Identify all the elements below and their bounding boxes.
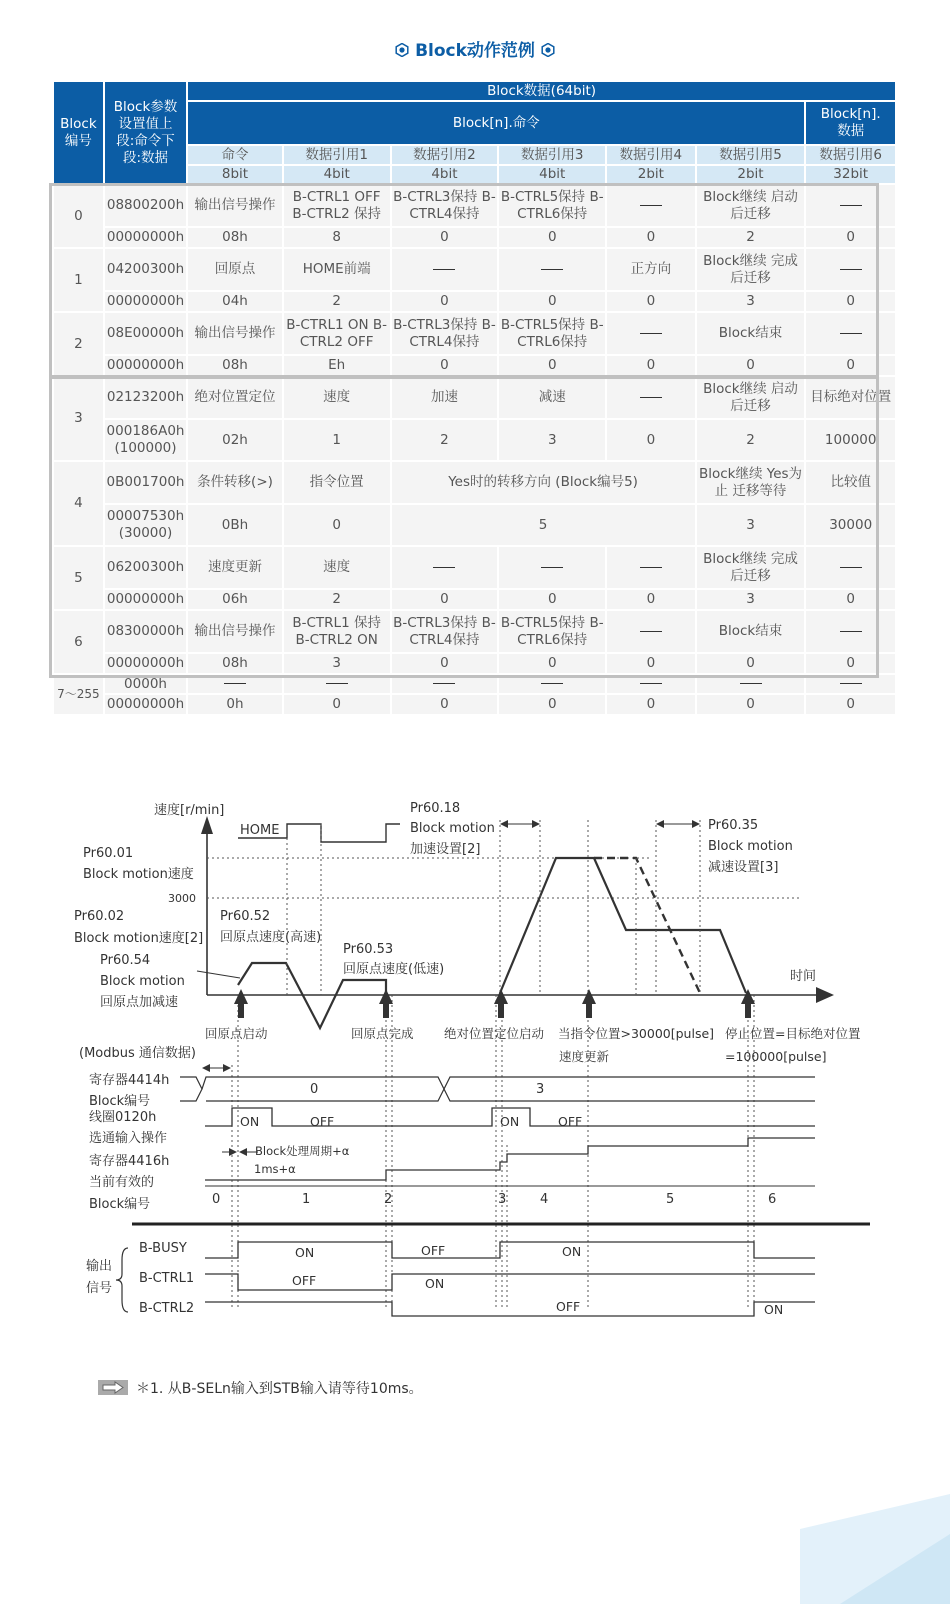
reg-value-0: 0 [310, 1082, 319, 1097]
pr6018-label: Pr60.18 [410, 801, 461, 816]
home-label: HOME [240, 823, 280, 838]
block-number: 5 [53, 546, 104, 610]
table-row [53, 419, 896, 461]
block-number: 2 [53, 312, 104, 376]
table-cell: 00000000h [104, 291, 187, 312]
table-cell: B-CTRL3保持 B-CTRL4保持 [391, 610, 499, 653]
dash-mark [541, 269, 563, 270]
table-cell-dash [805, 674, 896, 694]
table-cell: Block结束 [696, 610, 806, 653]
table-cell: 08300000h [104, 610, 187, 653]
table-cell-dash [498, 546, 606, 589]
table-cell: 00000000h [104, 589, 187, 610]
table-cell-dash [606, 184, 695, 227]
table-cell: 2 [696, 227, 806, 248]
sub-header: 数据引用4 [606, 145, 695, 165]
table-cell: 04200300h [104, 248, 187, 291]
dash-mark [640, 683, 662, 684]
event-cmdpos: 当指令位置>30000[pulse] [558, 1026, 715, 1041]
dash-mark [433, 683, 455, 684]
dash-mark [840, 631, 862, 632]
block-no-label: Block编号 [89, 1094, 151, 1109]
table-cell-dash [391, 674, 499, 694]
table-cell: 0 [696, 355, 806, 376]
table-cell: 0 [498, 694, 606, 715]
table-cell: Block继续 启动后迁移 [696, 376, 806, 419]
table-cell: 0 [606, 291, 695, 312]
table-cell: 08E00000h [104, 312, 187, 355]
block-number: 3 [53, 376, 104, 461]
table-cell: 2 [696, 419, 806, 461]
table-cell-dash [696, 674, 806, 694]
hexagon-icon [541, 43, 555, 57]
busy-on-2: ON [562, 1244, 582, 1259]
table-cell: 0 [391, 291, 499, 312]
table-cell: 正方向 [606, 248, 695, 291]
busy-off: OFF [421, 1243, 446, 1258]
table-cell: 0 [606, 227, 695, 248]
table-cell: 0 [498, 589, 606, 610]
table-cell: 速度 [283, 376, 391, 419]
table-cell: 1 [283, 419, 391, 461]
abs-speed-dashed [594, 858, 700, 993]
table-cell-dash [391, 546, 499, 589]
sub-header: 数据引用5 [696, 145, 806, 165]
v3000-label: 3000 [168, 892, 196, 905]
table-cell: 减速 [498, 376, 606, 419]
output-label: 输出 [86, 1259, 113, 1274]
table-cell: 00000000h [104, 355, 187, 376]
table-cell-dash [805, 610, 896, 653]
table-cell-dash [805, 546, 896, 589]
pr6002-label: Pr60.02 [74, 909, 125, 924]
table-cell: 绝对位置定位 [187, 376, 283, 419]
y-axis-label: 速度[r/min] [154, 803, 225, 818]
x-axis-arrow [816, 987, 834, 1003]
ctrl1-off: OFF [292, 1273, 317, 1288]
table-row [53, 653, 896, 674]
table-cell: Block继续 Yes为止 迁移等待 [696, 461, 806, 504]
pr6018-label-3: 加速设置[2] [410, 842, 481, 857]
table-cell: 3 [696, 291, 806, 312]
table-row [53, 184, 896, 227]
table-cell: 0 [391, 694, 499, 715]
table-cell: 08h [187, 653, 283, 674]
table-cell: B-CTRL1 保持 B-CTRL2 ON [283, 610, 391, 653]
dash-mark [433, 269, 455, 270]
table-cell: B-CTRL1 ON B-CTRL2 OFF [283, 312, 391, 355]
block-seq-1: 1 [302, 1192, 311, 1207]
table-row [53, 355, 896, 376]
table-cell: 8 [283, 227, 391, 248]
table-cell: B-CTRL1 OFF B-CTRL2 保持 [283, 184, 391, 227]
block-seq-2: 2 [384, 1192, 393, 1207]
dash-mark [541, 683, 563, 684]
coil-on-2: ON [500, 1114, 520, 1129]
table-cell: 0 [805, 694, 896, 715]
dash-mark [640, 397, 662, 398]
reg4414-label: 寄存器4414h [89, 1073, 170, 1088]
event-arrow-abs-start [494, 989, 508, 1018]
block-seq-5: 5 [666, 1192, 675, 1207]
col-cmd-header: Block[n].命令 [187, 101, 805, 145]
hexagon-icon [395, 43, 409, 57]
block-seq-4: 4 [540, 1192, 549, 1207]
ctrl2-signal [205, 1302, 815, 1316]
coil-label: 线圈0120h [89, 1110, 157, 1125]
table-cell: 0000h [104, 674, 187, 694]
table-cell: 0 [606, 355, 695, 376]
table-cell: 0 [283, 504, 391, 546]
pr6001-label: Pr60.01 [83, 846, 134, 861]
reg4414-bus [180, 1077, 815, 1101]
table-cell-dash [187, 674, 283, 694]
event-home-done: 回原点完成 [351, 1026, 414, 1041]
table-cell: 0 [498, 227, 606, 248]
table-cell: 3 [696, 504, 806, 546]
cur-valid-label: 当前有效的 [89, 1175, 155, 1190]
table-row [53, 674, 896, 694]
pr6052-label-2: 回原点速度(高速) [220, 930, 322, 945]
table-cell: 0 [498, 653, 606, 674]
table-cell: 0 [391, 227, 499, 248]
page-title [0, 36, 950, 61]
sub-header: 命令 [187, 145, 283, 165]
table-cell: Block继续 完成后迁移 [696, 546, 806, 589]
table-row [53, 291, 896, 312]
table-cell: 条件转移(>) [187, 461, 283, 504]
block-no2-label: Block编号 [89, 1197, 151, 1212]
table-cell: 0 [606, 694, 695, 715]
dash-mark [224, 683, 246, 684]
table-cell: 08800200h [104, 184, 187, 227]
table-cell: 0B001700h [104, 461, 187, 504]
table-cell: 0h [187, 694, 283, 715]
table-row [53, 610, 896, 653]
table-cell-dash [498, 248, 606, 291]
block-number: 7～255 [53, 674, 104, 715]
table-cell: 00000000h [104, 694, 187, 715]
table-cell: 08h [187, 227, 283, 248]
table-cell: 0 [498, 355, 606, 376]
table-cell: 0 [606, 653, 695, 674]
table-cell: B-CTRL3保持 B-CTRL4保持 [391, 184, 499, 227]
table-cell-dash [606, 674, 695, 694]
output-brace [116, 1248, 128, 1312]
dash-mark [640, 333, 662, 334]
y-axis-arrow [201, 816, 213, 834]
ctrl2-off: OFF [556, 1299, 581, 1314]
coil-on-1: ON [240, 1114, 260, 1129]
event-arrow-home-start [234, 989, 248, 1018]
table-cell: B-CTRL5保持 B-CTRL6保持 [498, 610, 606, 653]
table-cell: 2 [283, 291, 391, 312]
strobe-label: 选通输入操作 [89, 1131, 168, 1146]
table-cell: 3 [498, 419, 606, 461]
table-cell: B-CTRL3保持 B-CTRL4保持 [391, 312, 499, 355]
table-cell: 3 [696, 589, 806, 610]
table-cell: 速度更新 [187, 546, 283, 589]
table-cell: 3 [283, 653, 391, 674]
bit-header: 2bit [696, 165, 806, 184]
table-cell: 5 [391, 504, 696, 546]
table-cell-dash [805, 312, 896, 355]
pr6035-label: Pr60.35 [708, 818, 759, 833]
table-cell-dash [805, 184, 896, 227]
block-number: 0 [53, 184, 104, 248]
busy-on-1: ON [295, 1245, 315, 1260]
busy-label: B-BUSY [139, 1241, 187, 1256]
event-arrow-home-done [379, 989, 393, 1018]
table-cell: 000186A0h (100000) [104, 419, 187, 461]
table-cell: Eh [283, 355, 391, 376]
block-number: 6 [53, 610, 104, 674]
table-cell: 0 [606, 589, 695, 610]
table-cell: 0 [283, 694, 391, 715]
table-cell-dash [606, 376, 695, 419]
pr6053-label: Pr60.53 [343, 942, 394, 957]
footnote [98, 1378, 423, 1398]
table-row [53, 546, 896, 589]
event-arrow-cmdpos [582, 989, 596, 1018]
table-row [53, 589, 896, 610]
table-cell: 0 [696, 653, 806, 674]
table-cell: 目标绝对位置 [805, 376, 896, 419]
table-cell: 0 [391, 653, 499, 674]
table-cell-dash [498, 674, 606, 694]
table-cell: 00000000h [104, 653, 187, 674]
table-cell: Yes时的转移方向 (Block编号5) [391, 461, 696, 504]
table-row [53, 248, 896, 291]
x-axis-label: 时间 [790, 969, 817, 984]
coil-off-1: OFF [310, 1114, 335, 1129]
modbus-label: (Modbus 通信数据) [79, 1046, 196, 1061]
table-cell: 0 [805, 653, 896, 674]
table-cell: 0Bh [187, 504, 283, 546]
table-row [53, 227, 896, 248]
table-cell: B-CTRL5保持 B-CTRL6保持 [498, 184, 606, 227]
table-cell: 0 [391, 355, 499, 376]
table-row [53, 694, 896, 715]
ctrl2-on: ON [764, 1302, 784, 1317]
ctrl1-label: B-CTRL1 [139, 1271, 195, 1286]
pr6054-label-2: Block motion [100, 974, 185, 989]
title-text: Block动作范例 [415, 41, 535, 61]
sub-header: 数据引用6 [805, 145, 896, 165]
pr6018-label-2: Block motion [410, 821, 495, 836]
reg-value-3: 3 [536, 1082, 545, 1097]
event-stop-2: =100000[pulse] [725, 1049, 827, 1064]
table-cell: 输出信号操作 [187, 610, 283, 653]
output-label-2: 信号 [86, 1281, 113, 1296]
table-cell: 0 [805, 227, 896, 248]
cycle-label: Block处理周期+α [255, 1144, 350, 1158]
table-cell: 02123200h [104, 376, 187, 419]
table-cell-dash [391, 248, 499, 291]
dash-mark [840, 269, 862, 270]
table-cell: 0 [805, 291, 896, 312]
table-row [53, 461, 896, 504]
table-cell: 0 [498, 291, 606, 312]
table-cell: 输出信号操作 [187, 312, 283, 355]
pr6002-label-2: Block motion速度[2] [74, 931, 204, 946]
ms-label: 1ms+α [254, 1162, 296, 1176]
pr6035-label-2: Block motion [708, 839, 793, 854]
timing-diagram [0, 790, 950, 1350]
pr6035-label-3: 减速设置[3] [708, 860, 779, 875]
table-cell: 08h [187, 355, 283, 376]
pr6001-label-2: Block motion速度 [83, 867, 194, 882]
dash-mark [326, 683, 348, 684]
table-cell-dash [606, 610, 695, 653]
table-cell: 0 [805, 355, 896, 376]
block-table [52, 80, 897, 716]
event-arrow-stop [741, 989, 755, 1018]
table-cell: 06h [187, 589, 283, 610]
table-cell: 30000 [805, 504, 896, 546]
table-row [53, 504, 896, 546]
col-param-header: Block参数设置值上段:命令下段:数据 [104, 81, 187, 184]
table-cell: B-CTRL5保持 B-CTRL6保持 [498, 312, 606, 355]
pr6053-label-2: 回原点速度(低速) [343, 962, 445, 977]
pr6052-label: Pr60.52 [220, 909, 271, 924]
block-seq-6: 6 [768, 1192, 777, 1207]
ctrl2-label: B-CTRL2 [139, 1301, 195, 1316]
block-seq-0: 0 [212, 1192, 221, 1207]
ctrl1-on: ON [425, 1276, 445, 1291]
table-cell: 2 [283, 589, 391, 610]
table-cell: 100000 [805, 419, 896, 461]
table-cell: HOME前端 [283, 248, 391, 291]
dash-mark [640, 205, 662, 206]
col-data-header: Block[n].数据 [805, 101, 896, 145]
table-cell: 0 [805, 589, 896, 610]
table-cell-dash [805, 248, 896, 291]
table-cell: 输出信号操作 [187, 184, 283, 227]
table-cell: 0 [606, 419, 695, 461]
dash-mark [840, 567, 862, 568]
bit-header: 4bit [391, 165, 499, 184]
table-cell: Block结束 [696, 312, 806, 355]
sub-header: 数据引用2 [391, 145, 499, 165]
dash-mark [840, 333, 862, 334]
table-cell: 加速 [391, 376, 499, 419]
dash-mark [640, 631, 662, 632]
block-number: 1 [53, 248, 104, 312]
event-stop: 停止位置=目标绝对位置 [725, 1026, 861, 1041]
event-abs-start: 绝对位置定位启动 [444, 1026, 545, 1041]
table-cell: 指令位置 [283, 461, 391, 504]
table-cell: Block继续 启动后迁移 [696, 184, 806, 227]
pr6054-label: Pr60.54 [100, 953, 151, 968]
coil-off-2: OFF [558, 1114, 583, 1129]
bit-header: 32bit [805, 165, 896, 184]
col-block-header: Block编号 [53, 81, 104, 184]
dash-mark [433, 567, 455, 568]
table-row [53, 312, 896, 355]
bit-header: 2bit [606, 165, 695, 184]
table-cell: 2 [391, 419, 499, 461]
event-speed-update: 速度更新 [559, 1049, 610, 1064]
table-cell-dash [606, 546, 695, 589]
bit-header: 4bit [283, 165, 391, 184]
reg4416-label: 寄存器4416h [89, 1154, 170, 1169]
bit-header: 4bit [498, 165, 606, 184]
table-cell-dash [606, 312, 695, 355]
col-data64-header: Block数据(64bit) [187, 81, 896, 101]
table-cell: 02h [187, 419, 283, 461]
dash-mark [640, 567, 662, 568]
table-cell: 00007530h (30000) [104, 504, 187, 546]
event-home-start: 回原点启动 [205, 1026, 268, 1041]
table-cell: 04h [187, 291, 283, 312]
dash-mark [840, 683, 862, 684]
decorative-corner [800, 1474, 950, 1604]
dash-mark [740, 683, 762, 684]
pr6054-label-3: 回原点加减速 [100, 995, 179, 1010]
abs-speed-profile [500, 858, 746, 993]
table-cell-dash [283, 674, 391, 694]
table-cell: 0 [391, 589, 499, 610]
bit-header: 8bit [187, 165, 283, 184]
dash-mark [541, 567, 563, 568]
footnote-text: ＊1. 从B-SELn输入到STB输入请等待10ms。 [136, 1381, 423, 1397]
table-cell: 0 [696, 694, 806, 715]
table-cell: 回原点 [187, 248, 283, 291]
table-cell: 比较值 [805, 461, 896, 504]
table-cell: 06200300h [104, 546, 187, 589]
dash-mark [840, 205, 862, 206]
block-number: 4 [53, 461, 104, 546]
arrow-right-icon [98, 1380, 128, 1395]
table-cell: 00000000h [104, 227, 187, 248]
sub-header: 数据引用1 [283, 145, 391, 165]
sub-header: 数据引用3 [498, 145, 606, 165]
table-cell: 速度 [283, 546, 391, 589]
table-cell: Block继续 完成后迁移 [696, 248, 806, 291]
table-row [53, 376, 896, 419]
block-seq-3: 3 [498, 1192, 507, 1207]
